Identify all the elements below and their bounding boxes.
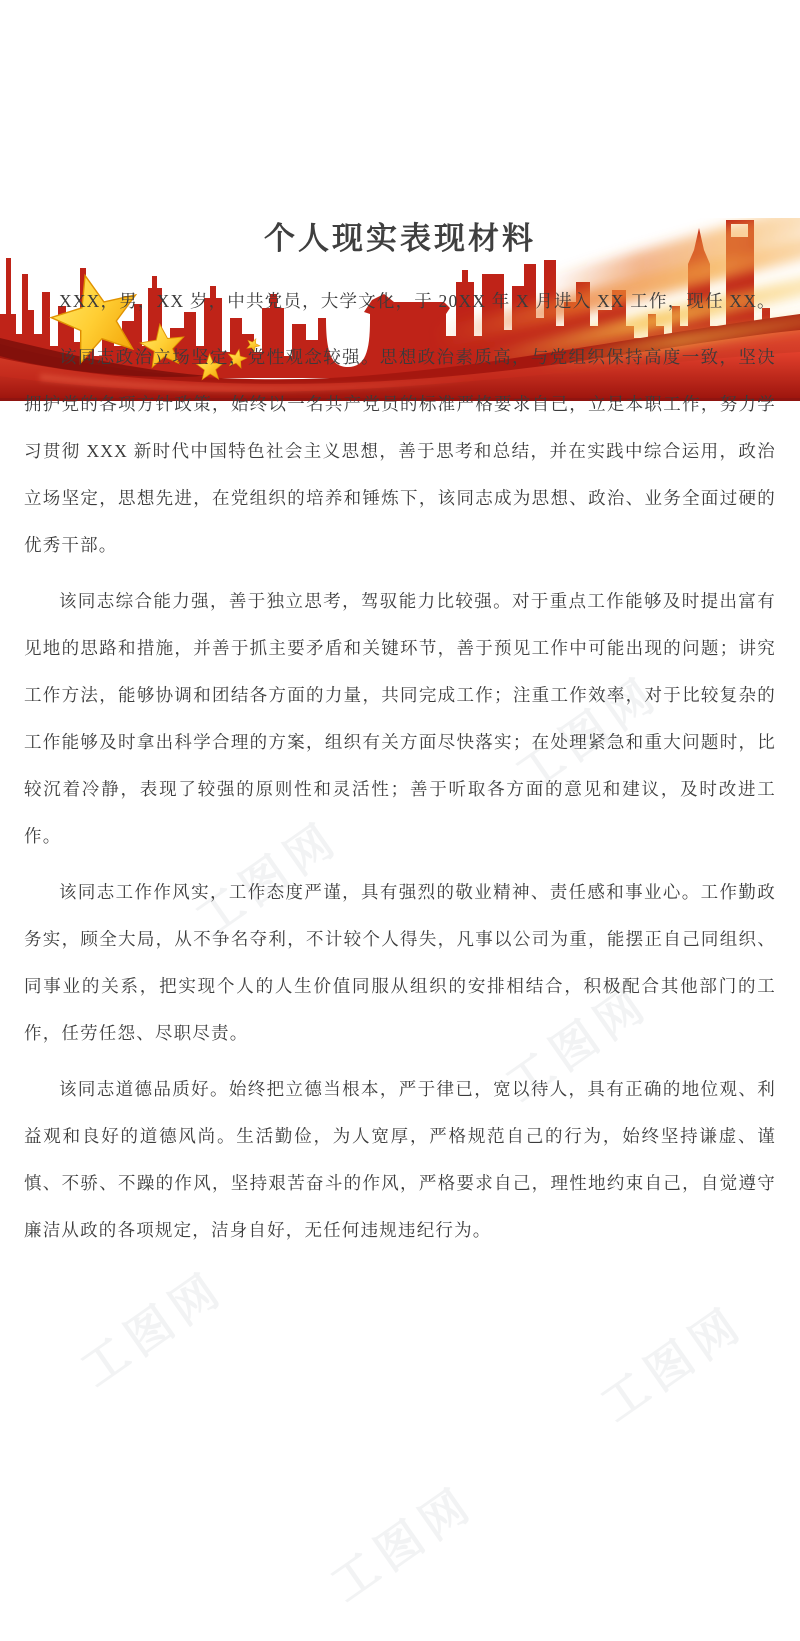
paragraph-morality: 该同志道德品质好。始终把立德当根本，严于律已，宽以待人，具有正确的地位观、利益观和良好的道德风尚。生活勤俭，为人宽厚，严格规范自己的行为，始终坚持谦虚、谨慎、不骄、不躁的作风，坚持艰苦奋斗的作风，严格要求自己，理性地约束自己，自觉遵守廉洁从政的各项规定，洁身自好，无任何违规违纪行为。 [24,1079,776,1240]
watermark: 工图网 [507,666,669,802]
paragraph-intro: XXX，男，XX 岁，中共党员，大学文化，于 20XX 年 X 月进入 XX 工作，现任 XX。 [59,291,776,311]
watermark: 工图网 [592,1296,754,1432]
document-title: 个人现实表现材料 [264,221,536,256]
paragraph-political: 该同志政治立场坚定，党性观念较强。思想政治素质高，与党组织保持高度一致，坚决拥护党的各项方针政策，始终以一名共产党员的标准严格要求自己，立足本职工作，努力学习贯彻 XXX 新时代中国特色社会主义思想，善于思考和总结，并在实践中综合运用，政治立场坚定，思想先进，在党组织的培养和锤炼下，该同志成为思想、政治、业务全面过硬的优秀干部。 [24,347,776,555]
document-body [0,218,800,1254]
paragraph-ability: 该同志综合能力强，善于独立思考，驾驭能力比较强。对于重点工作能够及时提出富有见地的思路和措施，并善于抓主要矛盾和关键环节，善于预见工作中可能出现的问题；讲究工作方法，能够协调和团结各方面的力量，共同完成工作；注重工作效率，对于比较复杂的工作能够及时拿出科学合理的方案，组织有关方面尽快落实；在处理紧急和重大问题时，比较沉着冷静，表现了较强的原则性和灵活性；善于听取各方面的意见和建议，及时改进工作。 [24,591,776,846]
document-page [0,218,800,1641]
watermark: 工图网 [72,1261,234,1397]
paragraph-workstyle: 该同志工作作风实，工作态度严谨，具有强烈的敬业精神、责任感和事业心。工作勤政务实，顾全大局，从不争名夺利，不计较个人得失，凡事以公司为重，能摆正自己同组织、同事业的关系，把实现个人的人生价值同服从组织的安排相结合，积极配合其他部门的工作，任劳任怨、尽职尽责。 [24,882,776,1043]
watermark: 工图网 [322,1476,484,1612]
watermark: 工图网 [187,811,349,947]
watermark: 工图网 [497,976,659,1112]
